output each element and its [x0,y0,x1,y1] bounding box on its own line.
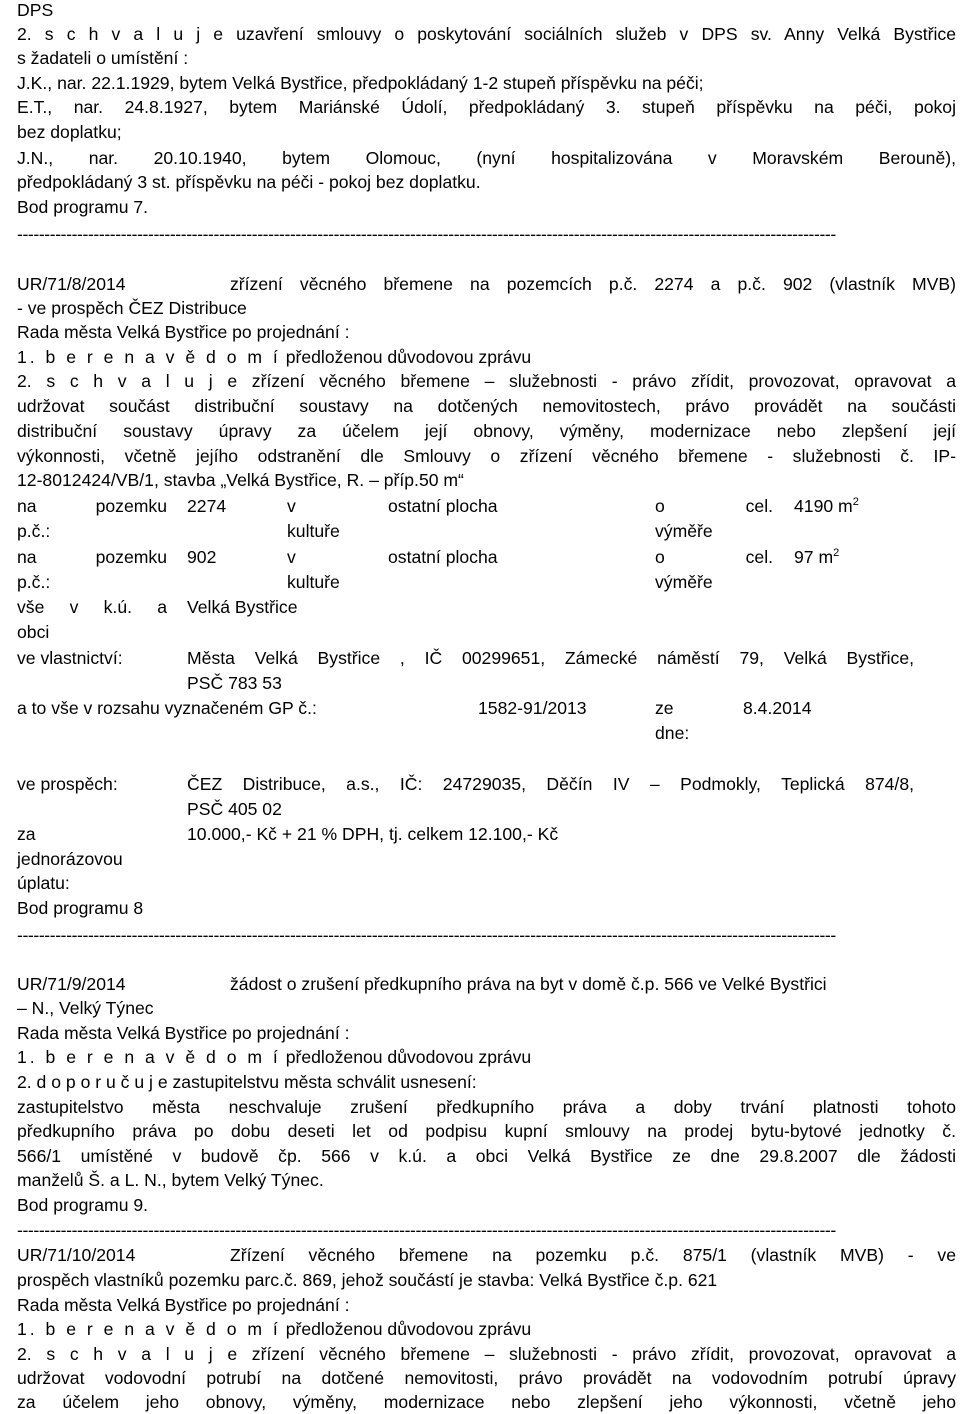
table-cell: PSČ 783 53 [187,673,282,693]
text-line: DPS [17,0,54,20]
table-cell: na pozemku [17,496,167,516]
text-line: 12-8012424/VB/1, stavba „Velká Bystřice, R. – příp.50 m“ [17,470,464,490]
table-cell: ostatní plocha [388,547,498,567]
table-cell: o cel. [655,547,773,567]
resolution-code: UR/71/10/2014 [17,1245,136,1265]
table-cell: ve vlastnictví: [17,648,123,668]
table-cell: kultuře [287,521,340,541]
resolution-title: Zřízení věcného břemene na pozemku p.č. 875/1 (vlastník MVB) - ve [230,1245,956,1265]
separator-line: ------------------------------------------------------------------------------------------------------------------------------------------------------ [17,224,836,244]
text-line: manželů Š. a L. N., bytem Velký Týnec. [17,1170,324,1190]
text-line: Rada města Velká Bystřice po projednání : [17,1023,350,1043]
table-cell: Velká Bystřice [187,597,298,617]
text-line: 2. s c h v a l u j e zřízení věcného břemene – služebnosti - právo zřídit, provozovat, opravovat a [17,371,956,391]
table-cell: ČEZ Distribuce, a.s., IČ: 24729035, Děčín IV – Podmokly, Teplická 874/8, [187,774,914,794]
table-cell: 2274 [187,496,227,516]
text-line: - ve prospěch ČEZ Distribuce [17,298,247,318]
separator-line: ------------------------------------------------------------------------------------------------------------------------------------------------------ [17,925,836,945]
text-line: výkonnosti, včetně jejího odstranění dle Smlouvy o zřízení věcného břemene - služebnosti č. IP- [17,446,956,466]
agenda-item-note: Bod programu 8 [17,898,144,918]
table-cell: 10.000,- Kč + 21 % DPH, tj. celkem 12.100,- Kč [187,824,559,844]
table-cell: ve prospěch: [17,774,118,794]
text-line: udržovat součást distribuční soustavy na dotčených nemovitostech, právo provádět na součásti [17,396,956,416]
text-line: zastupitelstvo města neschvaluje zrušení předkupního práva a doby trvání platnosti tohoto [17,1097,956,1117]
table-cell: jednorázovou [17,849,123,869]
table-cell: 902 [187,547,217,567]
table-cell: úplatu: [17,873,70,893]
text-line: za účelem jeho obnovy, výměny, modernizace nebo zlepšení jeho výkonnosti, včetně jeho [17,1392,956,1412]
table-cell: obci [17,622,50,642]
text-line: 2. d o p o r u č u j e zastupitelstvu města schválit usnesení: [17,1072,477,1092]
text-line: s žadateli o umístění : [17,48,189,68]
table-cell: ostatní plocha [388,496,498,516]
text-line: 1. b e r e n a v ě d o m í předloženou důvodovou zprávu [17,1319,532,1339]
text-line: předkupního práva po dobu deseti let od podpisu kupní smlouvy na prodej bytu-bytové jednotky č. [17,1121,956,1141]
table-cell: vše v k.ú. a [17,597,167,617]
text-line: 1. b e r e n a v ě d o m í předloženou důvodovou zprávu [17,347,532,367]
text-line: bez doplatku; [17,122,122,142]
table-cell: výměře [655,521,713,541]
text-line: 566/1 umístěné v budově čp. 566 v k.ú. a obci Velká Bystřice ze dne 29.8.2007 dle žádosti [17,1146,956,1166]
table-cell: v [287,496,296,516]
text-line: 2. s c h v a l u j e zřízení věcného břemene – služebnosti - právo zřídit, provozovat, opravovat a [17,1344,956,1364]
table-cell: o cel. [655,496,773,516]
table-cell: Města Velká Bystřice , IČ 00299651, Zámecké náměstí 79, Velká Bystřice, [187,648,914,668]
text-line: 1. b e r e n a v ě d o m í předloženou důvodovou zprávu [17,1047,532,1067]
table-cell: 97 $m^2$ [794,547,840,567]
text-line: – N., Velký Týnec [17,998,154,1018]
text-line: 2. s c h v a l u j e uzavření smlouvy o poskytování sociálních služeb v DPS sv. Anny Velká Bystřice [17,24,956,44]
resolution-title: zřízení věcného břemene na pozemcích p.č. 2274 a p.č. 902 (vlastník MVB) [230,274,956,294]
text-line: prospěch vlastníků pozemku parc.č. 869, jehož součástí je stavba: Velká Bystřice č.p. 621 [17,1270,718,1290]
table-cell: ze [655,698,674,718]
resolution-code: UR/71/9/2014 [17,974,126,994]
separator-line: ------------------------------------------------------------------------------------------------------------------------------------------------------ [17,1220,836,1240]
table-cell: dne: [655,723,690,743]
text-line: J.N., nar. 20.10.1940, bytem Olomouc, (nyní hospitalizována v Moravském Berouně), [17,148,956,168]
table-cell: p.č.: [17,521,51,541]
agenda-item-note: Bod programu 9. [17,1195,149,1215]
text-line: E.T., nar. 24.8.1927, bytem Mariánské Údolí, předpokládaný 3. stupeň příspěvku na péči, pokoj [17,97,956,117]
resolution-code: UR/71/8/2014 [17,274,126,294]
text-line: Rada města Velká Bystřice po projednání : [17,322,350,342]
table-cell: 4190 $m^2$ [794,496,859,516]
table-cell: 1582-91/2013 [478,698,587,718]
table-cell: PSČ 405 02 [187,799,282,819]
table-cell: výměře [655,572,713,592]
table-cell: za [17,824,36,844]
table-cell: 8.4.2014 [743,698,812,718]
resolution-title: žádost o zrušení předkupního práva na byt v domě č.p. 566 ve Velké Bystřici [230,974,827,994]
text-line: předpokládaný 3 st. příspěvku na péči - pokoj bez doplatku. [17,172,481,192]
text-line: distribuční soustavy úpravy za účelem její obnovy, výměny, modernizace nebo zlepšení její [17,421,956,441]
table-cell: kultuře [287,572,340,592]
table-cell: v [287,547,296,567]
table-cell: na pozemku [17,547,167,567]
text-line: udržovat vodovodní potrubí na dotčené nemovitosti, právo provádět na vodovodním potrubí úpravy [17,1368,956,1388]
table-cell: p.č.: [17,572,51,592]
text-line: Rada města Velká Bystřice po projednání : [17,1295,350,1315]
table-cell: a to vše v rozsahu vyznačeném GP č.: [17,698,317,718]
text-line: J.K., nar. 22.1.1929, bytem Velká Bystřice, předpokládaný 1-2 stupeň příspěvku na péči; [17,73,704,93]
agenda-item-note: Bod programu 7. [17,197,149,217]
